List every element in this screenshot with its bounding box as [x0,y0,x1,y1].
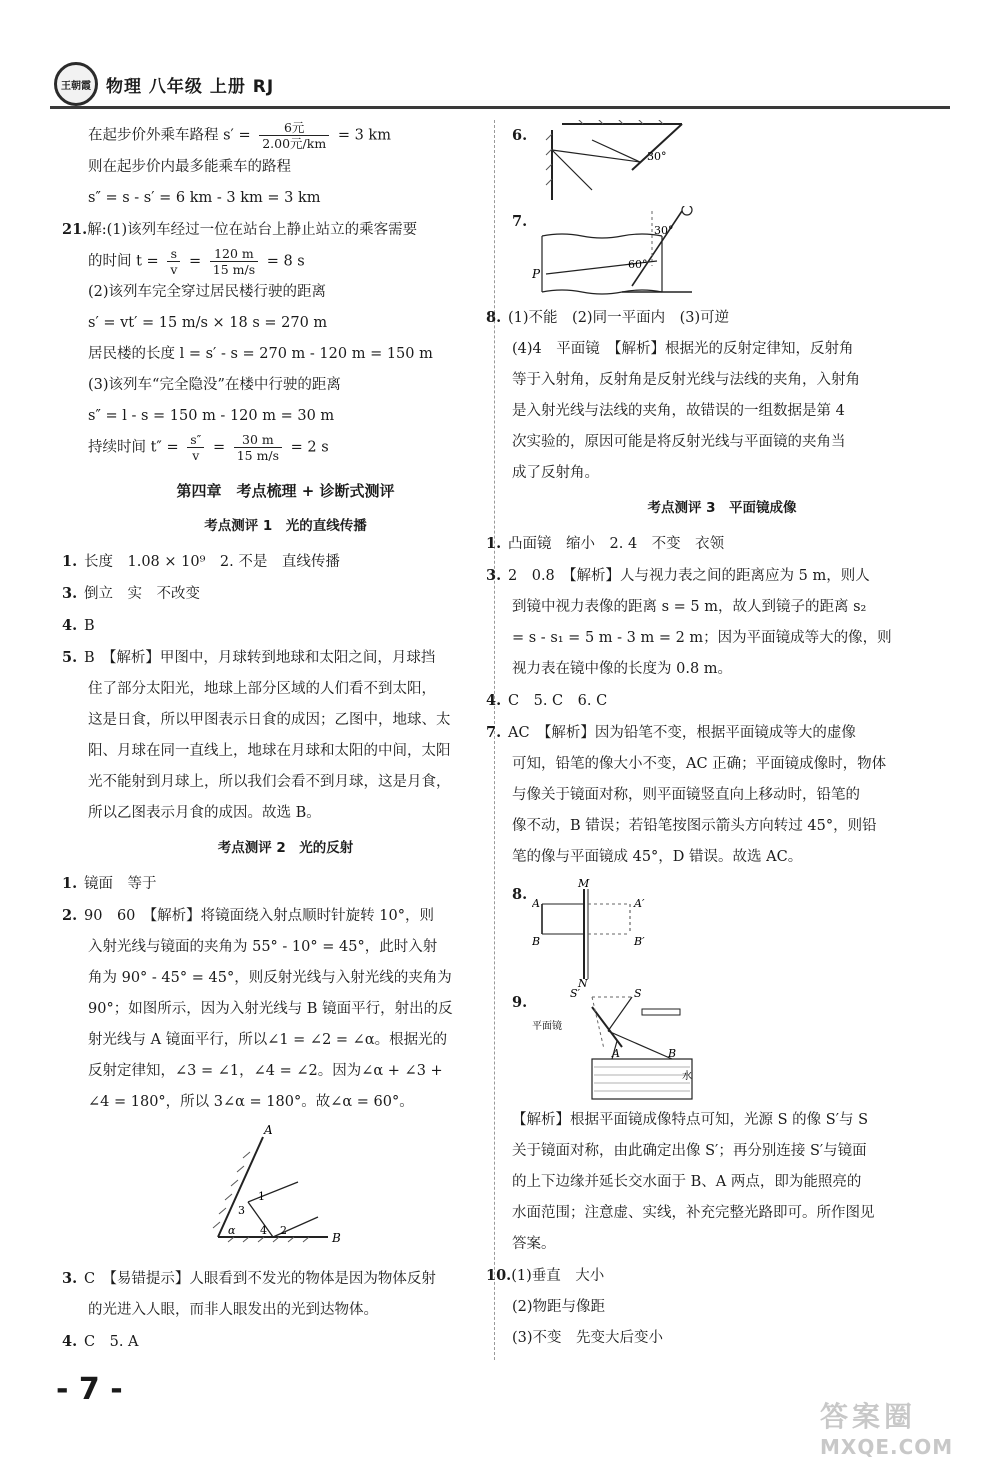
t3-q3-line4: 视力表在镜中像的长度为 0.8 m。 [512,661,733,677]
svg-text:4: 4 [260,1223,267,1237]
p20-line3: s″ = s - s′ = 6 km - 3 km = 3 km [88,189,321,206]
t3-q3-line3: = s - s₁ = 5 m - 3 m = 2 m；因为平面镜成等大的像，则 [512,630,892,646]
test1-title: 考点测评 1 光的直线传播 [204,517,367,534]
watermark: 答案圈 MXQE.COM [820,1400,954,1459]
q6-block: 6. 30° [512,120,932,206]
t1-q5-line3: 这是日食，所以甲图表示日食的成因；乙图中，地球、太 [88,711,451,728]
q8-line2: (4)4 平面镜 【解析】根据光的反射定律知，反射角 [512,341,854,357]
page-number: - 7 - [56,1372,123,1407]
t3-q7-line5: 笔的像与平面镜成 45°，D 错误。故选 AC。 [512,849,803,865]
svg-text:M: M [578,879,590,890]
header-rule [50,106,950,109]
t3-q3-line1: 3. 2 0.8 【解析】人与视力表之间的距离应为 5 m，则人 [486,567,870,584]
q21-line5: 居民楼的长度 l = s′ - s = 270 m - 120 m = 150 m [88,346,433,362]
svg-text:3: 3 [238,1203,245,1217]
t2-q2-line4: 90°；如图所示，因为入射光线与 B 镜面平行，射出的反 [88,1000,453,1017]
t2-q3-line2: 的光进入人眼，而非人眼发出的光到达物体。 [88,1301,378,1318]
t3-q9-line5: 答案。 [512,1236,556,1252]
t1-item-3: 3. 倒立 实 不改变 [62,584,200,602]
t1-q5-line4: 阳、月球在同一直线上，地球在月球和太阳的中间，太阳 [88,742,451,759]
q8-line3: 等于入射角，反射角是反射光线与法线的夹角，入射角 [512,372,860,388]
svg-text:A′: A′ [634,897,645,910]
q21-line3: (2)该列车完全穿过居民楼行驶的距离 [88,284,327,300]
svg-text:A: A [612,1047,620,1060]
t1-item-4: 4. B [62,616,95,634]
svg-text:1: 1 [258,1189,265,1203]
t1-q5-line1: 5. B 【解析】甲图中，月球转到地球和太阳之间，月球挡 [62,648,436,666]
t1-q5-line6: 所以乙图表示月食的成因。故选 B。 [88,804,321,821]
svg-text:P: P [532,267,541,281]
t3-q4: 4. C 5. C 6. C [486,692,608,709]
t3-q10-line2: (2)物距与像距 [512,1299,606,1315]
reflection-figure-2 [88,1122,483,1259]
t3-q3-line2: 到镜中视力表像的距离 s = 5 m，故人到镜子的距离 s₂ [512,599,867,615]
p20-line2: 则在起步价内最多能乘车的路程 [88,158,291,175]
publisher-logo [54,62,98,106]
t3-q7-line3: 与像关于镜面对称，则平面镜竖直向上移动时，铅笔的 [512,787,860,803]
svg-text:S: S [634,987,642,1000]
q7-block: 7. 30° 60° P [512,206,932,302]
t3-q9-line2: 关于镜面对称，由此确定出像 S′；再分别连接 S′与镜面 [512,1143,867,1159]
svg-text:2: 2 [280,1223,287,1237]
t3-q9-line4: 水面范围；注意虚、实线，补充完整光路即可。所作图见 [512,1205,875,1221]
t2-q2-line7: ∠4 = 180°，所以 3∠α = 180°。故∠α = 60°。 [88,1093,414,1110]
q21-line2: 的时间 t = $\frac{s}{v}$ = $\frac{120 m}{15 m/s}$ = 8 s [88,245,305,277]
p20-line1: 在起步价外乘车路程 s′ = $\frac{\text{6元}}{\text{2.00元/km}}$ = 3 km [88,120,391,151]
t3-q9-line1: 【解析】根据平面镜成像特点可知，光源 S 的像 S′与 S [512,1112,869,1128]
t3-q7-line4: 像不动，B 错误；若铅笔按图示箭头方向转过 45°，则铅 [512,818,877,834]
svg-text:30°: 30° [654,224,674,237]
t3-q10-line1: 10.(1)垂直 大小 [486,1267,605,1284]
t3-q1: 1. 凸面镜 缩小 2. 4 不变 衣领 [486,535,725,552]
test2-title: 考点测评 2 光的反射 [217,839,354,856]
page-header [50,62,950,114]
q21-line7: s″ = l - s = 150 m - 120 m = 30 m [88,408,335,424]
t3-q7-line2: 可知，铅笔的像大小不变，AC 正确；平面镜成像时，物体 [512,756,887,772]
t1-q5-line2: 住了部分太阳光，地球上部分区域的人们看不到太阳， [88,680,436,697]
label-b: B [332,1230,341,1245]
header-title: 物理 八年级 上册 RJ [106,77,275,97]
q8-line4: 是入射光线与法线的夹角，故错误的一组数据是第 4 [512,403,845,419]
svg-text:A: A [532,897,540,910]
svg-text:平面镜: 平面镜 [532,1021,562,1032]
t2-q2-line3: 角为 90° - 45° = 45°，则反射光线与入射光线的夹角为 [88,969,452,986]
svg-text:30°: 30° [647,150,667,163]
q21-line1: 21.解:(1)该列车经过一位在站台上静止站立的乘客需要 [62,220,418,238]
svg-text:B: B [532,935,541,948]
q8-line5: 次实验的，原因可能是将反射光线与平面镜的夹角当 [512,434,846,450]
fraction: $\frac{\text{6元}}{\text{2.00元/km}}$ [259,120,329,151]
t2-q2-line6: 反射定律知，∠3 = ∠1，∠4 = ∠2。因为∠α + ∠3 + [88,1062,443,1079]
label-a: A [264,1122,273,1137]
svg-text:S′: S′ [570,987,581,1000]
t2-q1: 1. 镜面 等于 [62,874,157,892]
test3-title: 考点测评 3 平面镜成像 [647,500,797,516]
chapter-title: 第四章 考点梳理 + 诊断式测评 [176,481,395,500]
t2-q2-line1: 2. 90 60 【解析】将镜面绕入射点顺时针旋转 10°，则 [62,906,434,924]
svg-text:60°: 60° [628,258,648,271]
right-column [486,120,932,1354]
q21-line6: (3)该列车“完全隐没”在楼中行驶的距离 [88,377,341,393]
left-column [62,120,483,1358]
t2-q2-line2: 入射光线与镜面的夹角为 55° - 10° = 45°，此时入射 [88,938,438,955]
t3-q9-line3: 的上下边缘并延长交水面于 B、A 两点，即为能照亮的 [512,1174,862,1190]
t1-item-1: 1. 长度 1.08 × 10⁹ 2. 不是 直线传播 [62,552,340,570]
q8-line6: 成了反射角。 [512,465,599,481]
q8-line1: 8. (1)不能 (2)同一平面内 (3)可逆 [486,309,730,326]
t2-q2-line5: 射光线与 A 镜面平行，所以∠1 = ∠2 = ∠α。根据光的 [88,1031,448,1048]
t2-q3-line1: 3. C 【易错提示】人眼看到不发光的物体是因为物体反射 [62,1269,436,1287]
svg-text:N: N [578,977,588,987]
svg-text:B: B [668,1047,677,1060]
svg-text:α: α [228,1223,236,1237]
q21-line8: 持续时间 t″ = $\frac{s''}{v}$ = $\frac{30 m}{15 m/s}$ = 2 s [88,432,329,463]
svg-text:水: 水 [682,1071,692,1082]
t1-q5-line5: 光不能射到月球上，所以我们会看不到月球，这是月食， [88,773,451,790]
q9-figure-block: 9. S′ S 平面镜 A B 水 [512,987,932,1105]
t3-q7-line1: 7. AC 【解析】因为铅笔不变，根据平面镜成等大的虚像 [486,724,856,741]
logo-text: 王朝霞 [61,80,91,92]
q8-figure-block: 8. M N A A′ B B′ [512,879,932,987]
q21-line4: s′ = vt′ = 15 m/s × 18 s = 270 m [88,315,328,331]
t2-q4: 4. C 5. A [62,1332,139,1350]
t3-q10-line3: (3)不变 先变大后变小 [512,1330,664,1346]
svg-text:B′: B′ [634,935,645,948]
